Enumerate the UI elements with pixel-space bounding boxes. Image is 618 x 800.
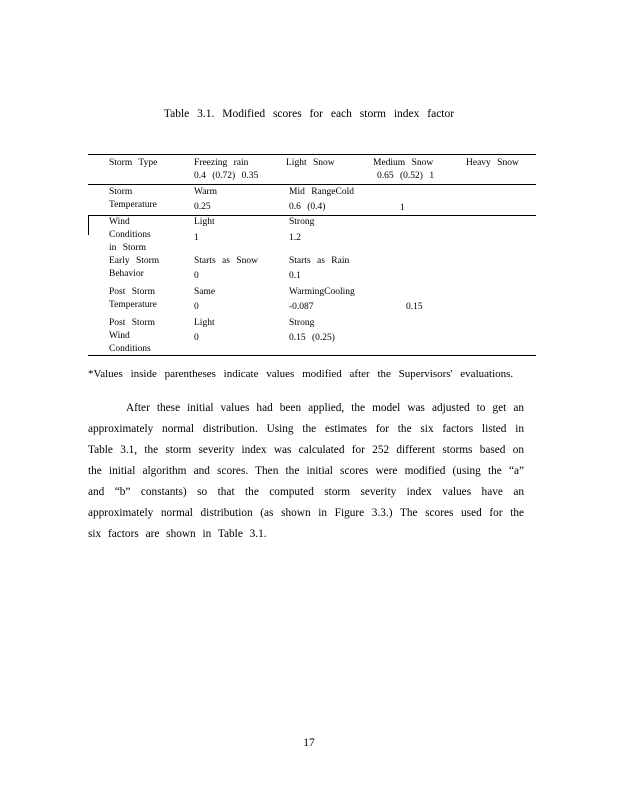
col4-header: Heavy Snow: [466, 158, 519, 168]
wind-c1-label: Light: [194, 217, 215, 227]
factor-post-wind-3: Conditions: [109, 344, 151, 354]
col2-header: Light Snow: [286, 158, 335, 168]
storm-temp-c2-value: 0.6 (0.4): [289, 202, 326, 212]
early-c1-value: 0: [194, 271, 199, 281]
post-temp-c1-value: 0: [194, 302, 199, 312]
factor-wind-3: in Storm: [109, 243, 146, 253]
table-top-rule: [88, 154, 536, 155]
storm-temp-c2-label: Mid RangeCold: [289, 187, 354, 197]
table-left-tick: [88, 215, 89, 235]
post-temp-c1-label: Same: [194, 287, 216, 297]
storm-temp-c1-value: 0.25: [194, 202, 211, 212]
wind-c2-value: 1.2: [289, 233, 301, 243]
post-temp-c3-value: 0.15: [406, 302, 423, 312]
factor-wind-1: Wind: [109, 217, 130, 227]
factor-storm-temp-1: Storm: [109, 187, 133, 197]
row-divider: [88, 184, 536, 185]
storm-temp-c1-label: Warm: [194, 187, 217, 197]
post-temp-c2-label: WarmingCooling: [289, 287, 355, 297]
table-footnote: *Values inside parentheses indicate values modified after the Supervisors' evaluations.: [88, 368, 514, 380]
table-caption: Table 3.1. Modified scores for each storm index factor: [163, 108, 455, 120]
factor-post-temp-1: Post Storm: [109, 287, 155, 297]
wind-c1-value: 1: [194, 233, 199, 243]
post-wind-c1-label: Light: [194, 318, 215, 328]
factor-wind-2: Conditions: [109, 230, 151, 240]
storm-temp-c3-value: 1: [400, 203, 405, 213]
post-temp-c2-value: -0.087: [289, 302, 314, 312]
factor-storm-type: Storm Type: [109, 158, 158, 168]
page-number: 17: [303, 737, 315, 749]
table-bottom-rule: [88, 355, 536, 356]
post-wind-c2-label: Strong: [289, 318, 315, 328]
factor-early-2: Behavior: [109, 269, 144, 279]
factor-storm-temp-2: Temperature: [109, 200, 157, 210]
early-c2-label: Starts as Rain: [289, 256, 350, 266]
factor-post-wind-2: Wind: [109, 331, 130, 341]
post-wind-c1-value: 0: [194, 333, 199, 343]
early-c1-label: Starts as Snow: [194, 256, 258, 266]
post-wind-c2-value: 0.15 (0.25): [289, 333, 335, 343]
factor-post-wind-1: Post Storm: [109, 318, 155, 328]
body-paragraph: After these initial values had been applied, the model was adjusted to get an approximately normal distribution. Using the estimates for the six factors listed in Table 3.1, the storm severity index was calculated for 252 different storms based on the initial algorithm and scores. Then the initial scores were modified (using the “a” and “b” constants) so that the computed storm severity index values have an approximately normal distribution (as shown in Figure 3.3.) The scores used for the six factors are shown in Table 3.1.: [88, 402, 524, 540]
col1-values: 0.4 (0.72) 0.35: [194, 171, 259, 181]
col3-values: 0.65 (0.52) 1: [377, 171, 435, 181]
col3-header: Medium Snow: [373, 158, 434, 168]
factor-early-1: Early Storm: [109, 256, 160, 266]
wind-c2-label: Strong: [289, 217, 315, 227]
factor-post-temp-2: Temperature: [109, 300, 157, 310]
early-c2-value: 0.1: [289, 271, 301, 281]
col1-header: Freezing rain: [194, 158, 249, 168]
